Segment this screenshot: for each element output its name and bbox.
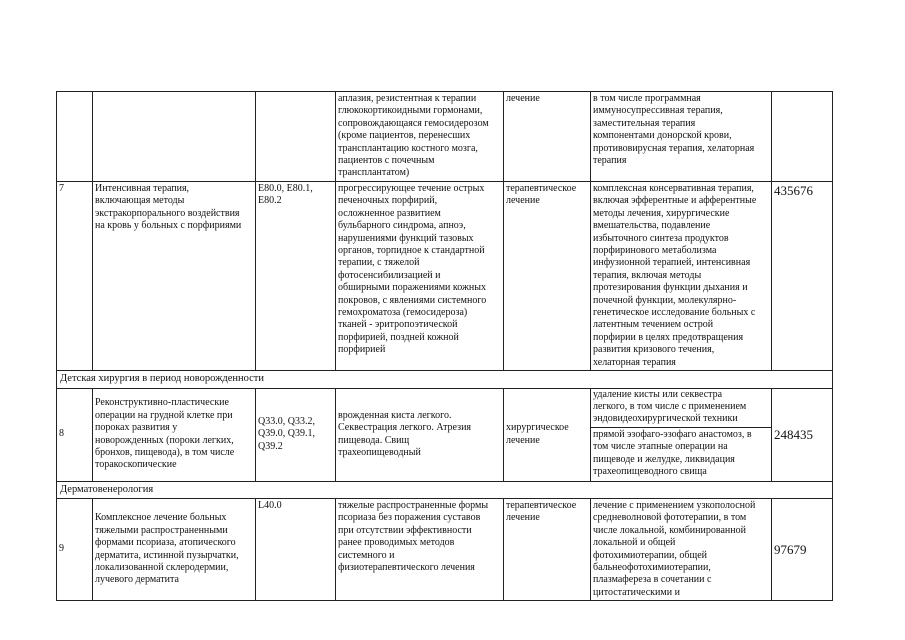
icd-codes: L40.0 bbox=[256, 498, 336, 600]
icd-codes: Е80.0, Е80.1, Е80.2 bbox=[256, 182, 336, 371]
treatment-table bbox=[56, 91, 833, 601]
treatment-method: прямой эзофаго-эзофаго анастомоз, в том числе этапные операции на пищеводе и желудке, ликвидация трахеопищеводного свища bbox=[593, 428, 752, 477]
cost-value: 97679 bbox=[772, 498, 833, 600]
treatment-method: удаление кисты или секвестра легкого, в том числе с применением эндовидеохирургической техники bbox=[591, 389, 771, 428]
section-title: Дерматовенерология bbox=[57, 481, 833, 498]
row-number bbox=[57, 92, 93, 182]
method-name bbox=[93, 92, 256, 182]
section-row bbox=[57, 481, 833, 498]
cost-value: 248435 bbox=[772, 388, 833, 481]
section-row bbox=[57, 371, 833, 388]
treatment-type: терапевтическое лечение bbox=[504, 182, 591, 371]
treatment-type: лечение bbox=[504, 92, 591, 182]
treatment-method: лечение с применением узкополосной средневолновой фототерапии, в том числе локальной, комбинированной локальной и общей фотохимиотерапии, общей бальнеофотохимиотерапии, плазмафереза в сочетании с цитостатическими и bbox=[591, 498, 772, 600]
cost-value bbox=[772, 92, 833, 182]
icd-codes: Q33.0, Q33.2, Q39.0, Q39.1, Q39.2 bbox=[256, 388, 336, 481]
table-row bbox=[57, 92, 833, 182]
table-row bbox=[57, 182, 833, 371]
method-name: Интенсивная терапия, включающая методы экстракорпорального воздействия на кровь у больных с порфириями bbox=[93, 182, 256, 371]
patient-model: прогрессирующее течение острых печеночных порфирий, осложненное развитием бульбарного синдрома, апноэ, нарушениями функций тазовых органов, торпидное к стандартной терапии, с тяжелой фотосенсибилизацией и обширными поражениями кожных покровов, с явлениями системного гемохроматоза (гемосидероза) тканей - эритропоэтической порфирией, поздней кожной порфирией bbox=[336, 182, 504, 371]
method-name: Комплексное лечение больных тяжелыми распространенными формами псориаза, атопического дерматита, истинной пузырчатки, локализованной склеродермии, лучевого дерматита bbox=[93, 498, 256, 600]
row-number: 9 bbox=[57, 498, 93, 600]
patient-model: тяжелые распространенные формы псориаза без поражения суставов при отсутствии эффективности ранее проводимых методов системного и физиотерапевтического лечения bbox=[336, 498, 504, 600]
method-name: Реконструктивно-пластические операции на грудной клетке при пороках развития у новорожденных (пороки легких, бронхов, пищевода), в том числе торакоскопические bbox=[93, 388, 256, 481]
section-title: Детская хирургия в период новорожденности bbox=[57, 371, 833, 388]
icd-codes bbox=[256, 92, 336, 182]
cost-value: 435676 bbox=[772, 182, 833, 371]
treatment-method: комплексная консервативная терапия, включая эфферентные и афферентные методы лечения, хирургические вмешательства, подавление избыточного синтеза продуктов порфиринового метаболизма инфузионной терапией, интенсивная терапия, включая методы протезирования функции дыхания и почечной функции, молекулярно- генетическое исследование больных с латентным течением острой порфирии в целях предотвращения развития кризового течения, хелаторная терапия bbox=[591, 182, 772, 371]
treatment-type: терапевтическое лечение bbox=[504, 498, 591, 600]
patient-model: врожденная киста легкого. Секвестрация легкого. Атрезия пищевода. Свищ трахеопищеводный bbox=[336, 388, 504, 481]
row-number: 7 bbox=[57, 182, 93, 371]
patient-model: аплазия, резистентная к терапии глюкокортикоидными гормонами, сопровождающаяся гемосидерозом (кроме пациентов, перенесших трансплантацию костного мозга, пациентов с почечным трансплантатом) bbox=[336, 92, 504, 182]
row-number: 8 bbox=[57, 388, 93, 481]
treatment-method: в том числе программная иммуносупрессивная терапия, заместительная терапия компонентами донорской крови, противовирусная терапия, хелаторная терапия bbox=[591, 92, 772, 182]
table-row bbox=[57, 498, 833, 600]
treatment-type: хирургическое лечение bbox=[504, 388, 591, 481]
treatment-method-cell bbox=[591, 388, 772, 481]
table-row bbox=[57, 388, 833, 481]
